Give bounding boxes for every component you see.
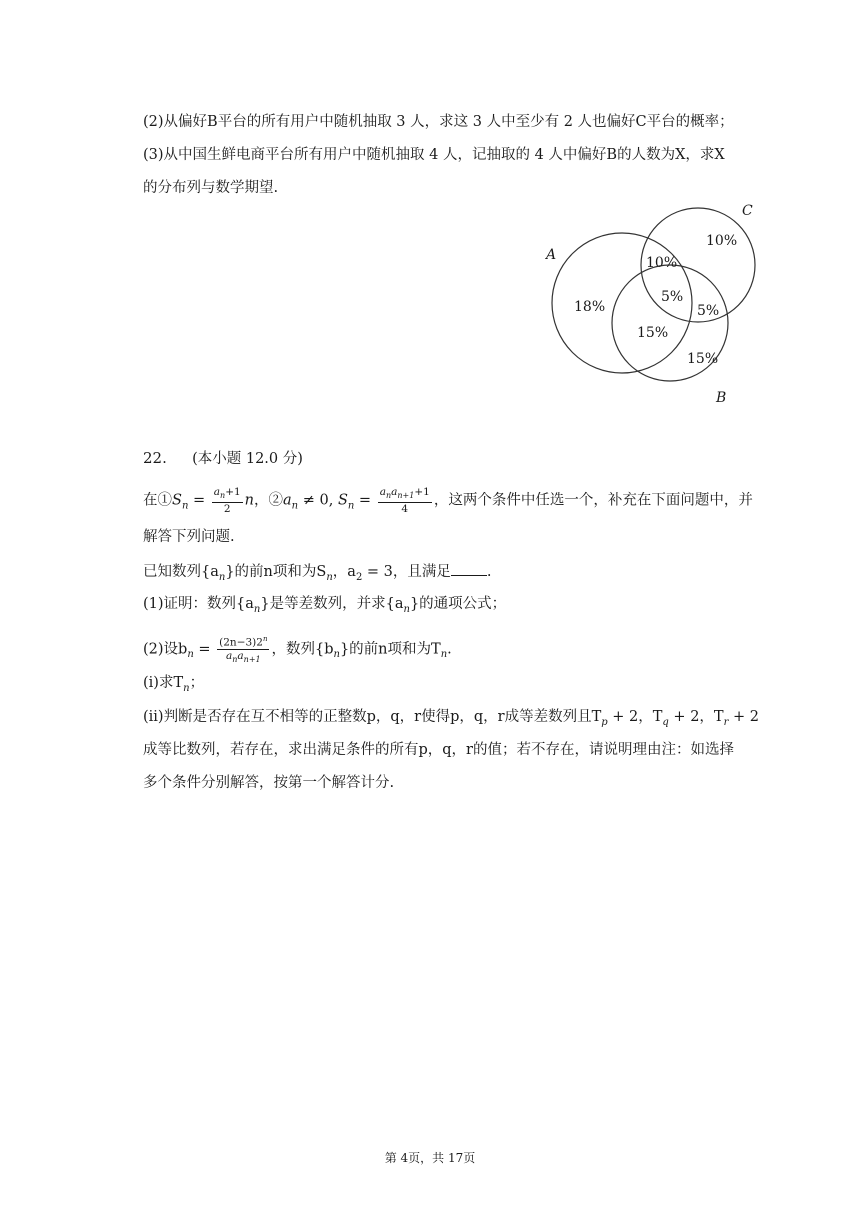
- venn-A-B: 15%: [637, 325, 669, 341]
- q22-header: [143, 448, 303, 469]
- q22-sub-ii-line1: (ii)判断是否存在互不相等的正整数p，q，r使得p，q，r成等差数列且$T_p + 2$，$T_q + 2$，$T_r + 2$: [143, 709, 759, 728]
- label-B: B: [716, 390, 727, 406]
- q22-sub-ii-line3: 多个条件分别解答，按第一个解答计分.: [143, 775, 395, 791]
- venn-A-only: 18%: [574, 299, 606, 315]
- q22-given: 已知数列$\{a_n\}$的前n项和为$S_n$，$a_2 = 3$，且满足 .: [143, 561, 492, 588]
- venn-A-B-C: 5%: [661, 289, 684, 305]
- question-score: (本小题 12.0 分): [192, 451, 303, 467]
- q21-part3-line1: (3)从中国生鲜电商平台所有用户中随机抽取 4 人，记抽取的 4 人中偏好B的人数为X，求X: [143, 147, 725, 163]
- q22-sub-ii-line2: 成等比数列，若存在，求出满足条件的所有p，q，r的值；若不存在，请说明理由注：如选择: [143, 742, 734, 758]
- page-footer: 第 4页，共 17页: [384, 1151, 476, 1165]
- venn-C-only: 10%: [706, 233, 738, 249]
- q22-intro-line2: 解答下列问题.: [143, 529, 235, 545]
- fraction-bn: $\frac{(2n-3)2^n}{a_na_{n+1}}$: [219, 635, 268, 664]
- q22-part1: (1)证明：数列$\{a_n\}$是等差数列，并求$\{a_n\}$的通项公式；: [143, 596, 507, 615]
- fraction-cond1: $\frac{a_n+1}{2}$: [213, 486, 241, 516]
- question-number: 22.: [143, 449, 167, 467]
- q22-conditions: 在$①S_n$ = $\frac{a_n+1}{2}$ n，$②a_n \ne 0$, $S_n$ = $\frac{a_na_{n+1}+1}{4}$ ，这两个条件中任选一个，补充在下面问题中，并: [143, 486, 753, 516]
- q22-sub-i: (i)求$T_n$；: [143, 675, 205, 694]
- label-C: C: [742, 203, 753, 219]
- fraction-cond2: $\frac{a_na_{n+1}+1}{4}$: [379, 486, 430, 516]
- venn-A-C: 10%: [646, 255, 678, 271]
- venn-B-only: 15%: [687, 351, 719, 367]
- answer-blank: [451, 561, 487, 576]
- q22-part2: (2)设$b_n$ = $\frac{(2n-3)2^n}{a_na_{n+1}}$ ，数列$\{b_n\}$的前n项和为$T_n$.: [143, 635, 452, 664]
- q21-part2: (2)从偏好B平台的所有用户中随机抽取 3 人，求这 3 人中至少有 2 人也偏好C平台的概率；: [143, 114, 734, 130]
- venn-diagram: [530, 195, 770, 415]
- venn-B-C: 5%: [697, 303, 720, 319]
- label-A: A: [546, 247, 557, 263]
- q21-part3-line2: 的分布列与数学期望.: [143, 180, 279, 196]
